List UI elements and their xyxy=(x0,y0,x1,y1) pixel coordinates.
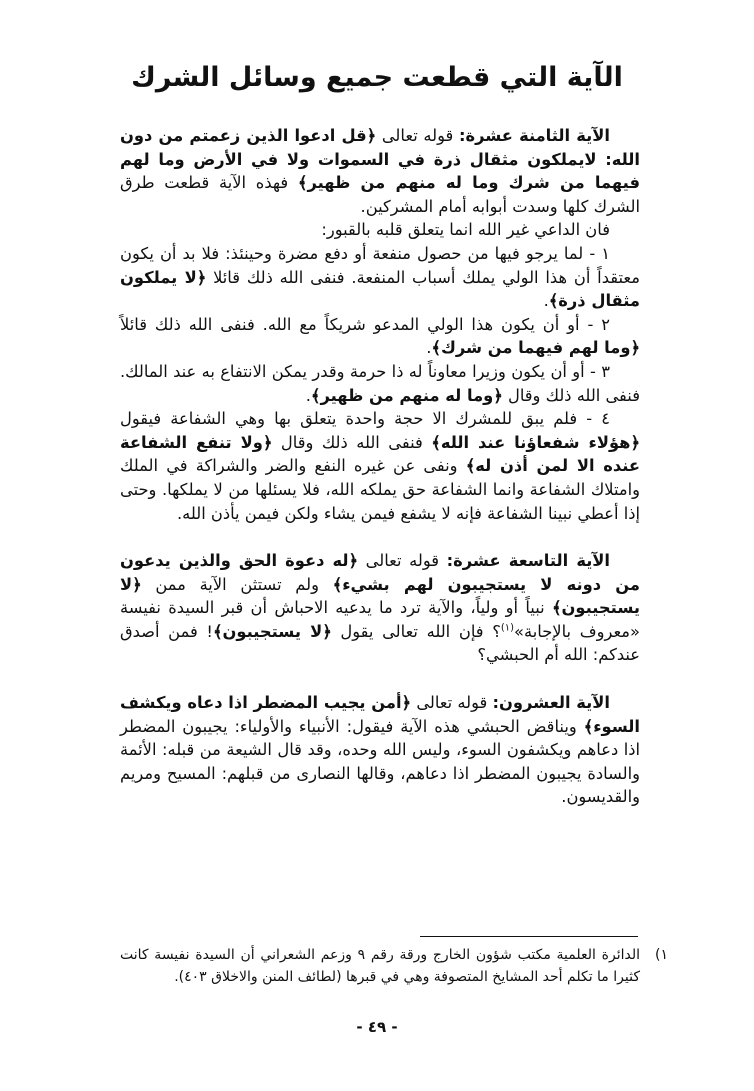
quran-quote: ﴿لا يملكون مثقال ذرة﴾ xyxy=(120,267,640,311)
footnote-divider xyxy=(420,936,638,937)
quran-quote: ﴿له دعوة الحق والذين يدعون من دونه لا يستجيبون لهم بشيء﴾ xyxy=(120,551,640,594)
paragraph-verse-19 xyxy=(120,549,640,667)
quran-quote: ﴿أمن يجيب المضطر اذا دعاه ويكشف السوء﴾ xyxy=(120,693,640,736)
paragraph-verse-18 xyxy=(120,124,640,218)
footnote-number: ١) xyxy=(655,947,668,963)
text-run: ٣ - أو أن يكون وزيرا معاوناً له ذا حرمة وقدر يمكن الانتفاع به عند المالك. فنفى الله ذلك وقال xyxy=(120,361,640,405)
paragraph-point-1 xyxy=(120,242,640,313)
main-text xyxy=(120,124,640,809)
text-run: ؟ فإن الله تعالى يقول xyxy=(331,621,501,641)
paragraph-point-2 xyxy=(120,313,640,360)
page-number: - ٤٩ - xyxy=(356,1018,398,1036)
text-run: نبياً أو ولياً، والآية ترد ما يدعيه الاحباش أن قبر السيدة نفيسة «معروف بالإجابة» xyxy=(120,598,640,641)
quran-quote: ﴿وما له منهم من ظهير﴾ xyxy=(310,385,503,405)
footnote xyxy=(120,944,668,988)
verse-label: الآية التاسعة عشرة: xyxy=(446,551,611,571)
footnote-ref[interactable]: (١) xyxy=(500,622,515,634)
paragraph-intro: فان الداعي غير الله انما يتعلق قلبه بالقبور: xyxy=(321,220,610,240)
quran-quote: ﴿ولا تنفع الشفاعة عنده الا لمن أذن له﴾ xyxy=(120,432,640,476)
text-run: ٤ - فلم يبق للمشرك الا حجة واحدة يتعلق بها وهي الشفاعة فيقول xyxy=(120,409,610,429)
text-run: قوله تعالى xyxy=(376,126,459,145)
text-run: قوله تعالى xyxy=(358,551,447,571)
text-run: . xyxy=(426,338,432,358)
text-run: ٢ - أو أن يكون هذا الولي المدعو شريكاً مع الله. فنفى الله ذلك قائلاً xyxy=(120,314,610,334)
quran-quote: ﴿قل ادعوا الذين زعمتم من دون الله: لايملكون مثقال ذرة في السموات ولا في الأرض وما لهم فيهما من شرك وما له منهم من ظهير﴾ xyxy=(120,126,640,193)
paragraph-point-4 xyxy=(120,407,640,525)
text-run: ونفى عن غيره النفع والضر والشراكة في الملك وامتلاك الشفاعة وانما الشفاعة حق يملكه الله، فلا يسئلها من لا يملكها. وحتى إذا أعطي نبينا الشفاعة فإنه لا يشفع فيمن يشاء ولكن فيمن يأذن الله. xyxy=(120,456,640,523)
quran-quote: ﴿هؤلاء شفعاؤنا عند الله﴾ xyxy=(431,432,640,452)
text-run: فنفى الله ذلك وقال xyxy=(272,432,432,452)
verse-label: الآية الثامنة عشرة: xyxy=(458,126,610,145)
page-title: الآية التي قطعت جميع وسائل الشرك xyxy=(131,62,623,93)
paragraph-verse-20 xyxy=(120,691,640,809)
text-run: قوله تعالى xyxy=(411,693,493,713)
verse-label: الآية العشرون: xyxy=(492,693,610,713)
text-run: . xyxy=(305,385,311,405)
text-run: ١ - لما يرجو فيها من حصول منفعة أو دفع مضرة وحينئذ: فلا بد أن يكون معتقداً أن هذا الولي يملك أسباب المنفعة. فنفى الله ذلك قائلا xyxy=(120,243,640,287)
text-run: ولم تستثن الآية ممن xyxy=(141,574,333,594)
paragraph-point-3 xyxy=(120,360,640,407)
text-run: ويناقض الحبشي هذه الآية فيقول: الأنبياء والأولياء: يجيبون المضطر اذا دعاهم ويكشفون السوء، وليس الله وحده، وقد قال الشيعة من قبله: الأئمة والسادة يجيبون المضطر اذا دعاهم، وقالها النصارى من قبلهم: المسيح ومريم والقديسون. xyxy=(120,716,640,807)
footnote-text: الدائرة العلمية مكتب شؤون الخارج ورقة رقم ٩ وزعم الشعراني أن السيدة نفيسة كانت كثيرا ما تكلم أحد المشايخ المتصوفة وهي في قبرها (لطائف المنن والاخلاق ٤٠٣). xyxy=(120,947,641,985)
text-run: فهذه الآية قطعت طرق الشرك كلها وسدت أبوابه أمام المشركين. xyxy=(120,173,640,216)
quran-quote: ﴿وما لهم فيهما من شرك﴾ xyxy=(431,338,640,358)
text-run: ! فمن أصدق عندكم: الله أم الحبشي؟ xyxy=(120,621,640,665)
quran-quote: ﴿لا يستجيبون﴾ xyxy=(120,574,640,618)
text-run: . xyxy=(543,291,549,311)
quran-quote: ﴿لا يستجيبون﴾ xyxy=(212,621,332,641)
